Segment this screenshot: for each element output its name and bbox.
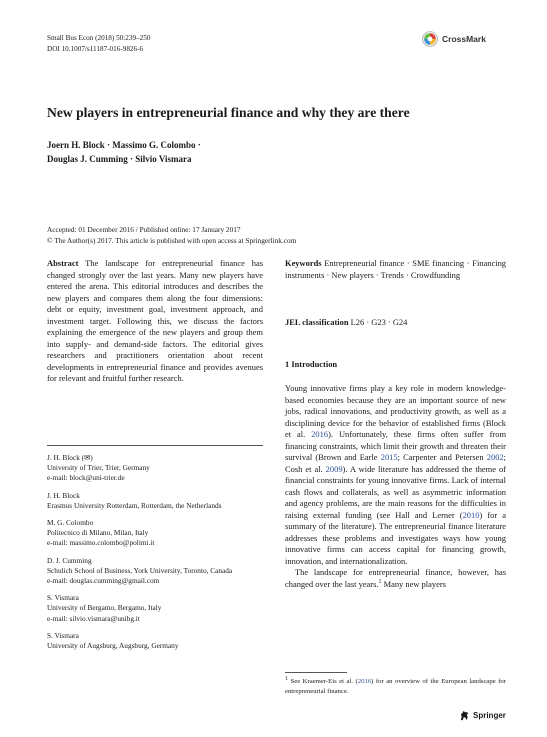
footnote-rule [285, 672, 347, 673]
intro-paragraph-1: Young innovative firms play a key role in modern knowledge-based economies because they are an important source of new jobs, radical innovations, and productivity growth, as well as a disciplining device for the behavior of established firms (Block et al. 2016). Unfortunately, these firms often suffer from financing constraints, which limit their growth and threaten their survival (Brown and Earle 2015; Carpenter and Petersen 2002; Cosh et al. 2009). A wide literature has addressed the theme of financial constraints for young innovative firms. Lack of internal cash flows and collaterals, as well as asymmetric information and agency problems, are the main reasons for the difficulties in raising external funding (see Hall and Lerner (2010) for a summary of the literature). The entrepreneurial finance literature addresses these problems and investigates ways how young innovative firms can access capital for financing growth, innovation, and internationalization. [285, 383, 507, 566]
author-line-2: Douglas J. Cumming · Silvio Vismara [47, 154, 192, 164]
keywords [285, 258, 506, 281]
jel-label: JEL classification [285, 317, 349, 327]
crossmark-badge[interactable] [422, 31, 486, 47]
citation-link[interactable]: 2002 [486, 452, 504, 462]
copyright-line: © The Author(s) 2017. This article is published with open access at Springerlink.com [47, 235, 297, 245]
keywords-label: Keywords [285, 258, 322, 268]
abstract [47, 258, 263, 385]
author-list [47, 138, 201, 166]
springer-horse-icon [459, 710, 470, 721]
crossmark-label: CrossMark [442, 34, 486, 44]
affiliation-divider [47, 445, 263, 446]
email-link[interactable]: e-mail: douglas.cumming@gmail.com [47, 576, 160, 586]
email-link[interactable]: e-mail: block@uni-trier.de [47, 473, 125, 483]
abstract-text: The landscape for entrepreneurial finance has changed strongly over the last years. Many new players have entered the arena. This editorial introduces and describes the new players and compares them along the four dimensions: debt or equity, investment goal, investment approach, and investment target. Following this, we discuss the factors explaining the emergence of the new players and group them into supply- and demand-side factors. The editorial gives researchers and practitioners orientation about recent developments in entrepreneurial finance and provides avenues for relevant and fruitful further research. [47, 258, 263, 383]
email-link[interactable]: e-mail: massimo.colombo@polimi.it [47, 538, 155, 548]
keywords-text: Entrepreneurial finance · SME financing · Financing instruments · New players · Trends · Crowdfunding [285, 258, 507, 280]
publication-dates [47, 225, 517, 246]
doi[interactable]: DOI 10.1007/s11187-016-9826-6 [47, 44, 144, 53]
abstract-label: Abstract [47, 258, 79, 268]
citation-link[interactable]: 2015 [380, 452, 398, 462]
affiliation-block: S. Vismara University of Bergamo, Bergamo, Italy e-mail: silvio.vismara@unibg.it [47, 593, 263, 624]
jel-classification [285, 317, 506, 329]
affiliations [47, 453, 263, 658]
affiliation-block: M. G. Colombo Politecnico di Milano, Milan, Italy e-mail: massimo.colombo@polimi.it [47, 518, 263, 549]
journal-meta [47, 33, 150, 54]
affiliation-block: J. H. Block (✉) University of Trier, Trier, Germany e-mail: block@uni-trier.de [47, 453, 263, 484]
affiliation-block: S. Vismara University of Augsburg, Augsburg, Germany [47, 630, 179, 651]
citation-link[interactable]: 2009 [325, 463, 343, 474]
article-title: New players in entrepreneurial finance and why they are there [47, 105, 410, 120]
affiliation-block: D. J. Cumming Schulich School of Business, York University, Toronto, Canada e-mail: douglas.cumming@gmail.com [47, 556, 263, 587]
author-line-1: Joern H. Block · Massimo G. Colombo · [47, 140, 201, 150]
introduction-body [285, 383, 506, 590]
crossmark-icon [422, 31, 438, 47]
intro-paragraph-2: The landscape for entrepreneurial finance, however, has changed over the last years.$^1$ Many new players [285, 567, 506, 589]
springer-logo: Springer [459, 710, 506, 721]
journal-citation: Small Bus Econ (2018) 50:239–250 [47, 34, 151, 42]
citation-link[interactable]: 2016 [311, 429, 329, 439]
affiliation-block: J. H. Block Erasmus University Rotterdam, Rotterdam, the Netherlands [47, 490, 222, 510]
citation-link[interactable]: 2010 [462, 509, 480, 520]
footnote-marker[interactable]: 1 [378, 578, 382, 585]
section-heading: 1 Introduction [285, 359, 338, 369]
email-link[interactable]: e-mail: silvio.vismara@unibg.it [47, 613, 140, 623]
accepted-published: Accepted: 01 December 2016 / Published online: 17 January 2017 [47, 225, 241, 234]
citation-link[interactable]: 2016 [357, 678, 372, 685]
jel-codes: L26 · G23 · G24 [350, 317, 408, 327]
footnote: $^1$ See Kraemer-Eis et al. (2016) for an overview of the European landscape for entrepreneurial finance. [285, 675, 506, 695]
